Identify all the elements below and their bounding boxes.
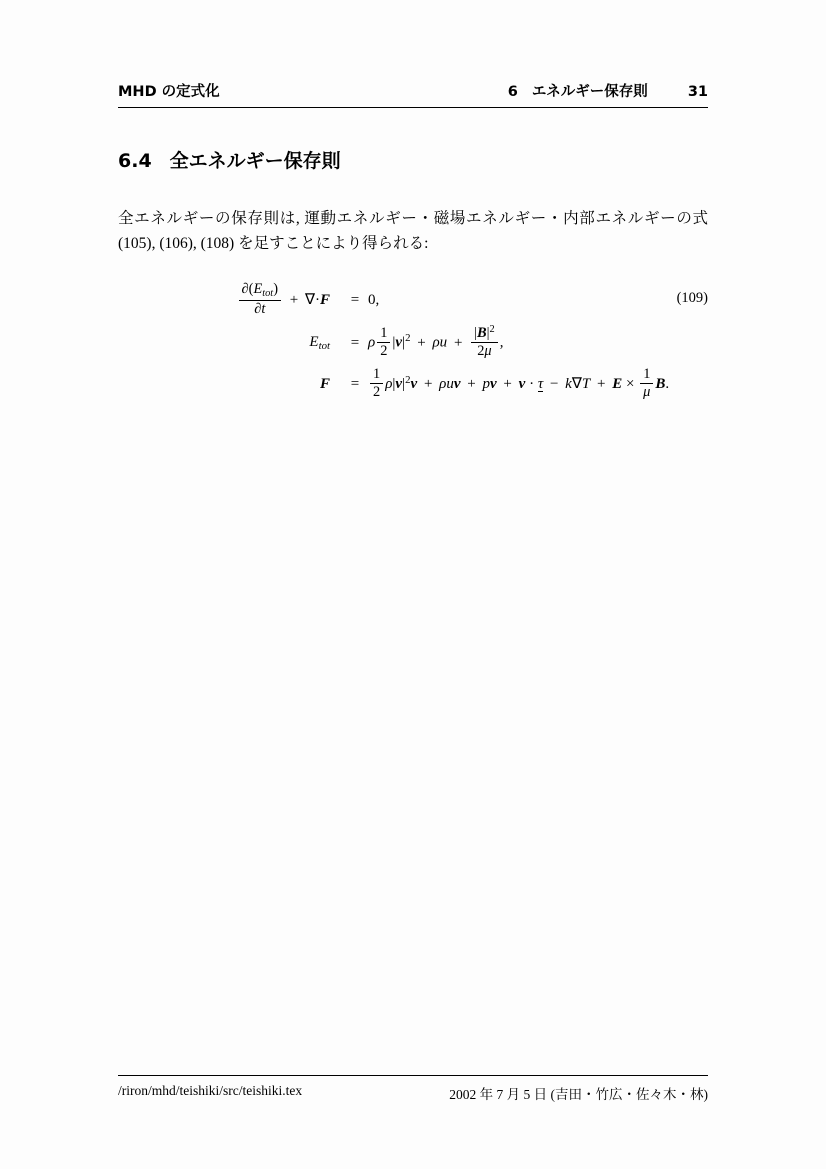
- section-heading-title: 全エネルギー保存則: [169, 150, 341, 172]
- page-number: 31: [687, 84, 708, 100]
- equation-line-2-rhs: ρ $\frac{1}{2}$ $|v|^2 + \rho u$ + $\frac{|B|^2}{2\mu}$ ,: [368, 324, 504, 360]
- equation-line-3-rhs: $\frac{1}{2}$ $\rho|v|^2v + \rho uv$ + pv + v · τ − k∇T + E × $\frac{1}{\mu}$ B.: [368, 367, 669, 402]
- body-paragraph: 全エネルギーの保存則は, 運動エネルギー・磁場エネルギー・内部エネルギーの式 (105), (106), (108) を足すことにより得られる:: [118, 210, 708, 253]
- equation-line-1-lhs: $\frac{\partial(E_{tot})}{\partial t}$ + ∇·F: [118, 282, 342, 319]
- running-head: [118, 80, 708, 108]
- footer-row: [118, 1083, 708, 1103]
- equation-line-2-relation: =: [350, 334, 360, 351]
- footer-source-path: /riron/mhd/teishiki/src/teishiki.tex: [118, 1083, 303, 1098]
- equation-line-3-lhs: F: [319, 376, 330, 393]
- equation-line-3: [118, 367, 708, 402]
- section-heading: [118, 146, 708, 173]
- equation-line-3-relation: =: [350, 376, 360, 393]
- section-heading-number: 6.4: [118, 150, 152, 172]
- page-footer: [118, 1075, 708, 1103]
- equation-line-1-relation: =: [350, 292, 360, 309]
- running-head-section-title: エネルギー保存則: [531, 84, 648, 100]
- equation-tag: (109): [676, 290, 708, 307]
- page-content: [118, 80, 708, 408]
- equation-block-109: [118, 282, 708, 402]
- footer-date-authors: 2002 年 7 月 5 日 (吉田・竹広・佐々木・林): [449, 1087, 708, 1102]
- equation-line-1: [118, 282, 708, 319]
- running-head-section-number: 6: [507, 84, 518, 100]
- equation-line-2: [118, 325, 708, 361]
- footer-rule: [118, 1075, 708, 1076]
- equation-line-2-lhs: $E_{tot}$: [309, 334, 330, 353]
- equation-line-1-rhs: 0,: [368, 292, 380, 309]
- running-head-left-title: MHD の定式化: [118, 84, 220, 100]
